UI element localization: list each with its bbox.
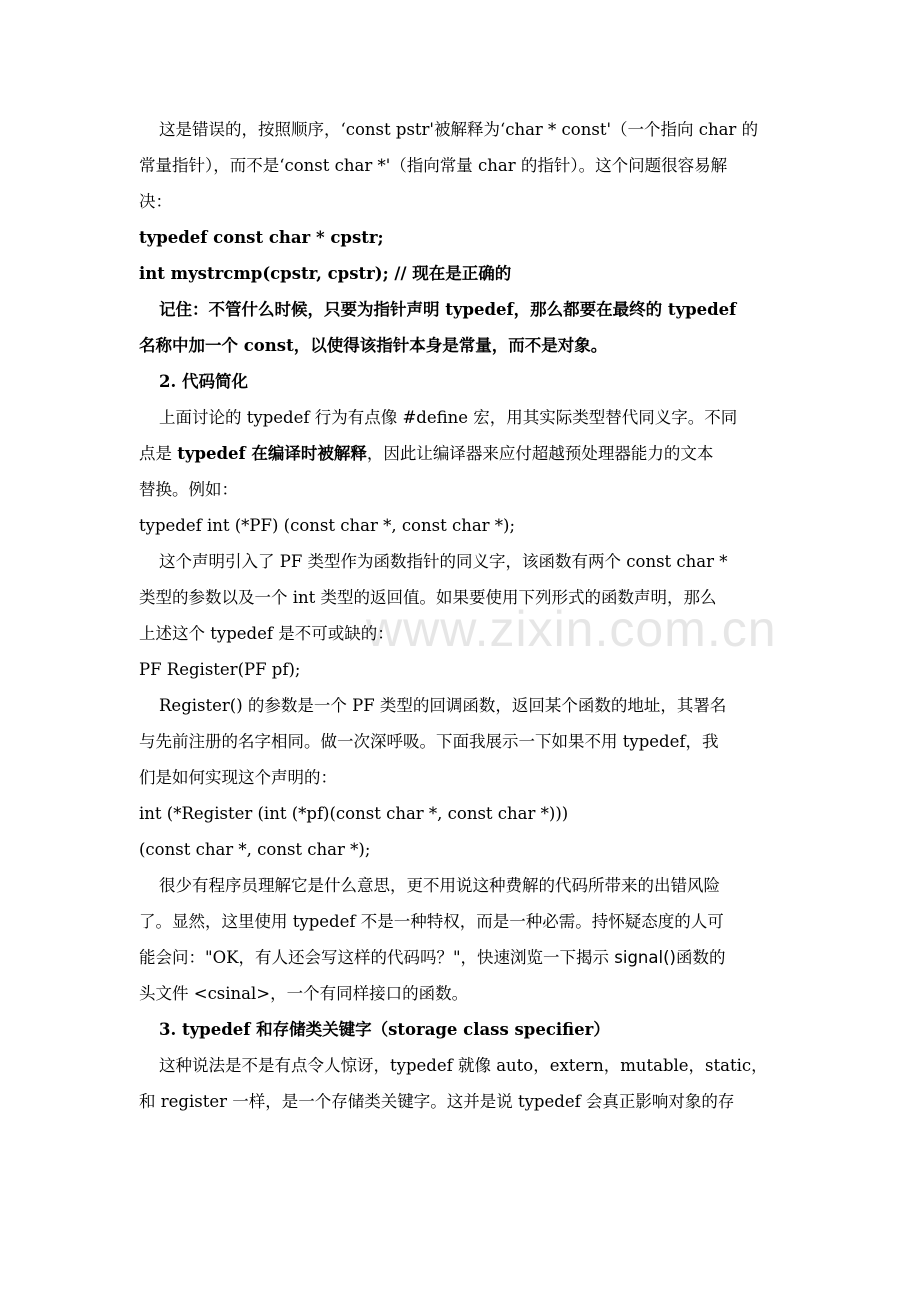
paragraph-line: 替换。例如：: [139, 480, 238, 499]
paragraph-line: Register() 的参数是一个 PF 类型的回调函数，返回某个函数的地址，其署名: [159, 696, 727, 715]
signal-function-text: signal(): [614, 948, 676, 967]
note-line: 名称中加一个 const，以使得该指针本身是常量，而不是对象。: [139, 336, 608, 355]
code-line: PF Register(PF pf);: [139, 660, 301, 679]
paragraph-line: 和 register 一样，是一个存储类关键字。这并是说 typedef 会真正影响对象的存: [139, 1092, 735, 1111]
code-line: typedef const char * cpstr;: [139, 228, 384, 247]
paragraph-line: 这个声明引入了 PF 类型作为函数指针的同义字，该函数有两个 const char *: [159, 552, 728, 571]
code-line: int mystrcmp(cpstr, cpstr); // 现在是正确的: [139, 264, 512, 283]
paragraph-line: 这是错误的，按照顺序，‘const pstr'被解释为‘char * const'（一个指向 char 的: [159, 120, 759, 139]
text-run: 点是: [139, 444, 178, 463]
paragraph-line: 类型的参数以及一个 int 类型的返回值。如果要使用下列形式的函数声明，那么: [139, 588, 717, 607]
paragraph-line: [139, 436, 791, 472]
watermark: www.zixin.com.cn: [366, 601, 777, 657]
paragraph-line: 上面讨论的 typedef 行为有点像 #define 宏，用其实际类型替代同义字。不同: [159, 408, 738, 427]
text-run: 函数的: [675, 948, 726, 967]
paragraph-line: 了。显然，这里使用 typedef 不是一种特权，而是一种必需。持怀疑态度的人可: [139, 912, 724, 931]
paragraph-line: 头文件 <csinal>，一个有同样接口的函数。: [139, 984, 469, 1003]
text-run: 能会问："OK，有人还会写这样的代码吗？"，快速浏览一下揭示: [139, 948, 615, 967]
paragraph-line: 很少有程序员理解它是什么意思，更不用说这种费解的代码所带来的出错风险: [159, 876, 720, 895]
emphasis-text: typedef 在编译时被解释: [177, 444, 367, 463]
paragraph-line: [139, 940, 791, 976]
section-heading: 2. 代码简化: [159, 372, 248, 391]
code-line: typedef int (*PF) (const char *, const char *);: [139, 516, 516, 535]
section-heading: 3. typedef 和存储类关键字（storage class specifier）: [159, 1020, 610, 1039]
note-line: 记住：不管什么时候，只要为指针声明 typedef，那么都要在最终的 typedef: [159, 300, 737, 319]
paragraph-line: 决：: [139, 192, 172, 211]
paragraph-line: 与先前注册的名字相同。做一次深呼吸。下面我展示一下如果不用 typedef，我: [139, 732, 719, 751]
text-run: ，因此让编译器来应付超越预处理器能力的文本: [366, 444, 714, 463]
document-body: [139, 112, 791, 1120]
paragraph-line: 这种说法是不是有点令人惊讶，typedef 就像 auto，extern，mutable，static，: [159, 1056, 768, 1075]
code-line: (const char *, const char *);: [139, 840, 371, 859]
paragraph-line: 们是如何实现这个声明的：: [139, 768, 337, 787]
code-line: int (*Register (int (*pf)(const char *, const char *))): [139, 804, 569, 823]
paragraph-line: 上述这个 typedef 是不可或缺的：: [139, 624, 394, 643]
paragraph-line: 常量指针），而不是‘const char *'（指向常量 char 的指针）。这个问题很容易解: [139, 156, 728, 175]
